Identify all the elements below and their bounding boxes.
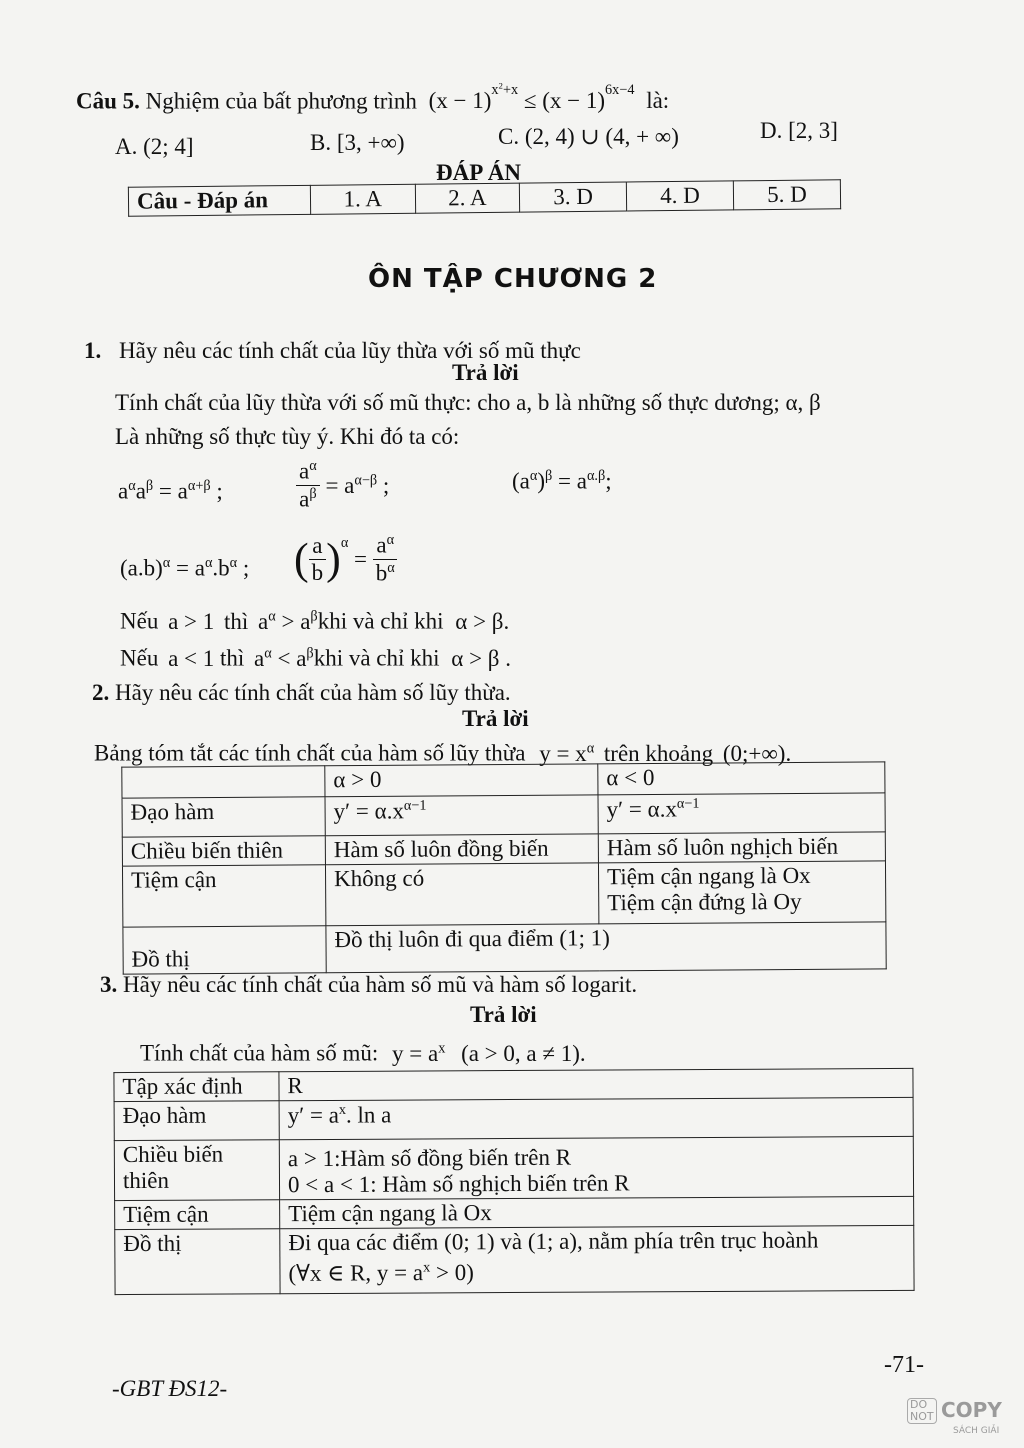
cond2-mid: thì <box>220 645 245 671</box>
q5-option-b: B. [3, +∞) <box>310 130 405 155</box>
s2-question-line <box>92 680 511 706</box>
row-graph-exp: Đồ thị <box>115 1229 280 1295</box>
answers-title: ĐÁP ÁN <box>436 160 521 185</box>
s1-condition-2: Nếu a < 1 thì $a^\alpha < a^\beta khi$ và chỉ khi α > β . <box>120 645 512 671</box>
q5-option-d: D. [2, 3] <box>760 118 838 143</box>
graph-exp <box>280 1225 914 1293</box>
answers-table <box>128 179 841 216</box>
power-function-table <box>121 761 886 974</box>
row-monotonic: Chiều biến thiên <box>122 836 325 866</box>
row-graph: Đồ thị <box>123 926 326 974</box>
table-row <box>122 793 885 837</box>
formula-product: $a^\alpha a^\beta = a^{\alpha+\beta}$ ; <box>118 478 223 504</box>
row-monotonic-exp-b: thiên <box>122 1167 170 1194</box>
s2-reply-heading: Trả lời <box>462 706 529 731</box>
table-row <box>114 1068 913 1101</box>
asymptote-exp: Tiệm cận ngang là Ox <box>280 1196 914 1228</box>
formula-quotient: $\frac{a^\alpha}{a^\beta}$ = $a^{\alpha-\beta}$ ; <box>296 458 389 513</box>
graph-exp-text: Đi qua các điểm (0; 1) và (1; a), nằm phía trên trục hoành <box>288 1227 819 1256</box>
answer-5: 5. D <box>733 180 840 210</box>
row-asymptote: Tiệm cận <box>122 865 325 927</box>
derivative-negative: $y' = \alpha.x^{\alpha-1}$ <box>598 793 885 834</box>
chapter-title: ÔN TẬP CHƯƠNG 2 <box>368 264 658 294</box>
table-row <box>115 1196 914 1229</box>
header-alpha-positive: α > 0 <box>325 764 598 797</box>
derivative-exp: $y' = a^x$. ln a <box>279 1097 913 1139</box>
graph-property: Đồ thị luôn đi qua điểm (1; 1) <box>326 922 886 973</box>
asymptote-positive: Không có <box>325 863 598 926</box>
vertical-asymptote: Tiệm cận đứng là Oy <box>607 888 802 916</box>
cond1-mid: thì <box>224 608 249 634</box>
row-monotonic-exp-a: Chiều biến <box>122 1141 224 1168</box>
row-domain: Tập xác định <box>114 1072 279 1102</box>
s3-reply-heading: Trả lời <box>470 1002 537 1027</box>
formula-power: $(a^\alpha)^\beta = a^{\alpha.\beta}$; <box>512 468 612 494</box>
row-asymptote-exp: Tiệm cận <box>115 1200 280 1230</box>
asymptote-negative <box>598 861 885 924</box>
s2-number: 2. <box>92 680 110 705</box>
row-monotonic-exp <box>114 1140 279 1201</box>
monotonic-positive: Hàm số luôn đồng biến <box>325 834 598 865</box>
q5-text: Nghiệm của bất phương trình <box>145 88 417 114</box>
row-derivative-exp: Đạo hàm <box>114 1101 279 1141</box>
table-row <box>114 1097 913 1140</box>
answer-1: 1. A <box>310 184 415 214</box>
table-row <box>123 922 886 974</box>
monotonic-negative: Hàm số luôn nghịch biến <box>598 832 885 863</box>
stamp-copy: COPY <box>941 1398 1002 1422</box>
answer-3: 3. D <box>519 182 626 212</box>
s3-intro-text: Tính chất của hàm số mũ: <box>140 1040 379 1066</box>
exponential-function-table <box>113 1068 914 1295</box>
cond2-pre: Nếu <box>120 645 159 671</box>
horizontal-asymptote: Tiệm cận ngang là Ox <box>606 862 811 890</box>
formula-quotient-base: ( $\frac{a}{b}$ )$^\alpha$ = $\frac{a^\alpha}{b^\alpha}$ <box>294 532 398 587</box>
domain-value: R <box>279 1068 913 1100</box>
table-row <box>128 180 840 216</box>
s2-intro-tail: trên khoảng <box>603 740 714 766</box>
s1-reply-heading: Trả lời <box>452 360 519 385</box>
answer-2: 2. A <box>415 183 520 213</box>
cond1-post: khi và chỉ khi <box>317 608 444 634</box>
monotonic-exp-2: 0 < a < 1: Hàm số nghịch biến trên R <box>287 1170 630 1198</box>
s3-question: Hãy nêu các tính chất của hàm số mũ và hàm số logarit. <box>123 972 638 997</box>
table-row <box>122 861 885 927</box>
q5-tail: là: <box>646 88 670 114</box>
q5-line <box>76 80 670 114</box>
stamp-site: SÁCH GIẢI <box>953 1426 1000 1436</box>
s3-intro: Tính chất của hàm số mũ: $y = a^x$ (a > 0, a ≠ 1). <box>140 1040 586 1066</box>
s2-intro-text: Bảng tóm tắt các tính chất của hàm số lũy thừa <box>94 740 526 766</box>
q5-label: Câu 5. <box>76 88 140 114</box>
monotonic-exp-1: a > 1:Hàm số đồng biến trên R <box>287 1144 572 1172</box>
s1-number: 1. <box>84 338 102 363</box>
s3-number: 3. <box>100 972 118 997</box>
s1-line2: Là những số thực tùy ý. Khi đó ta có: <box>115 424 460 449</box>
monotonic-exp <box>279 1136 913 1199</box>
table-row <box>115 1225 914 1294</box>
answers-header: Câu - Đáp án <box>128 185 310 216</box>
s1-line1: Tính chất của lũy thừa với số mũ thực: cho a, b là những số thực dương; α, β <box>115 390 821 415</box>
s1-question: Hãy nêu các tính chất của lũy thừa với số mũ thực <box>119 338 581 363</box>
row-derivative: Đạo hàm <box>122 797 325 837</box>
s2-question: Hãy nêu các tính chất của hàm số lũy thừa. <box>115 680 511 705</box>
s3-question-line <box>100 972 637 998</box>
answer-4: 4. D <box>626 181 733 211</box>
page-number: -71- <box>884 1352 924 1378</box>
cond1-pre: Nếu <box>120 608 159 634</box>
graph-exp-condition: (∀x ∈ R, $y = a^x > 0$) <box>288 1259 474 1286</box>
watermark-stamp <box>905 1398 1013 1440</box>
footer-book-code: -GBT ĐS12- <box>112 1376 228 1401</box>
q5-option-a: A. (2; 4] <box>115 134 194 159</box>
q5-inequality: $(x - 1)^{x^2+x} \le (x - 1)^{6x-4}$ <box>428 80 635 114</box>
cond2-post: khi và chỉ khi <box>313 645 440 671</box>
formula-product-base: $(a.b)^\alpha = a^\alpha.b^\alpha$ ; <box>120 555 250 581</box>
s1-condition-1: Nếu a > 1 thì $a^\alpha > a^\beta khi$ và chỉ khi α > β. <box>120 608 510 634</box>
stamp-do-not: DO NOT <box>907 1398 937 1424</box>
table-row <box>114 1136 913 1200</box>
q5-option-c: C. (2, 4) ∪ (4, + ∞) <box>498 124 679 149</box>
s2-intro: Bảng tóm tắt các tính chất của hàm số lũy thừa $y = x^\alpha$ trên khoảng (0;+∞). <box>94 740 792 766</box>
derivative-positive: $y' = \alpha.x^{\alpha-1}$ <box>325 795 598 836</box>
header-alpha-negative: α < 0 <box>598 762 885 795</box>
